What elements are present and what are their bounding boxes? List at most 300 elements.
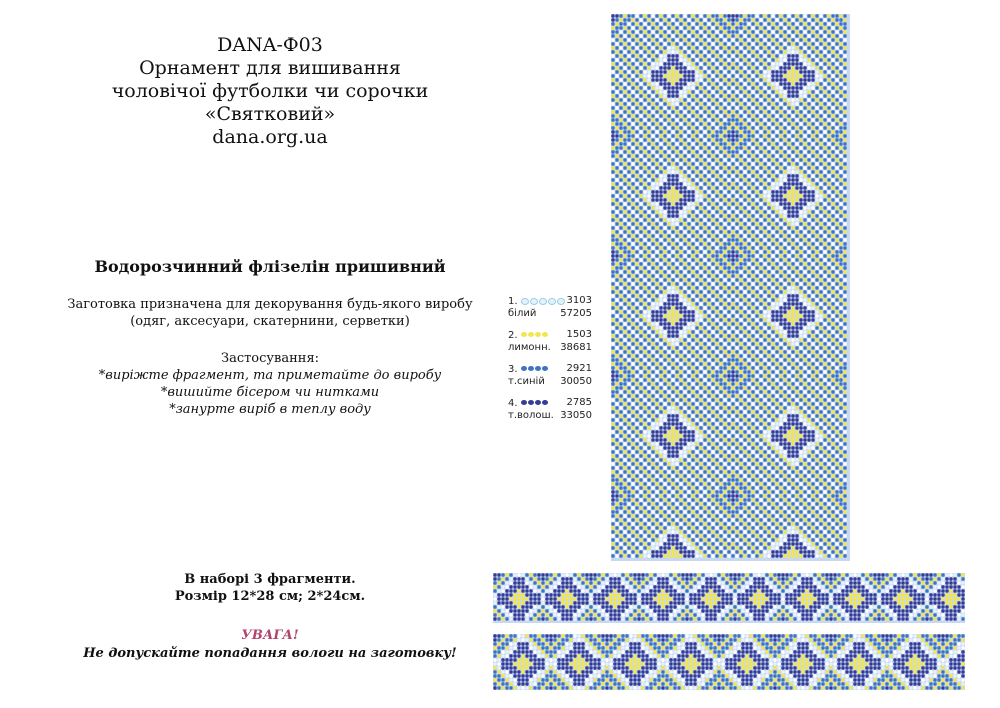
- pattern-bead: [695, 66, 698, 69]
- pattern-bead: [739, 118, 742, 121]
- pattern-bead: [835, 310, 838, 313]
- pattern-bead: [755, 122, 758, 125]
- pattern-bead: [763, 254, 766, 257]
- pattern-bead: [667, 58, 670, 61]
- pattern-bead: [699, 306, 702, 309]
- pattern-bead: [619, 266, 622, 269]
- pattern-bead: [703, 278, 706, 281]
- pattern-bead: [751, 22, 754, 25]
- pattern-bead: [655, 94, 658, 97]
- pattern-bead: [727, 54, 730, 57]
- pattern-bead: [671, 302, 674, 305]
- pattern-bead: [619, 190, 622, 193]
- pattern-bead: [715, 282, 718, 285]
- pattern-bead: [755, 342, 758, 345]
- pattern-bead: [775, 322, 778, 325]
- pattern-bead: [687, 166, 690, 169]
- pattern-bead: [703, 130, 706, 133]
- pattern-bead: [643, 94, 646, 97]
- pattern-bead: [639, 178, 642, 181]
- pattern-bead: [615, 78, 618, 81]
- pattern-bead: [731, 230, 734, 233]
- pattern-bead: [643, 302, 646, 305]
- pattern-bead: [659, 330, 662, 333]
- pattern-bead: [631, 46, 634, 49]
- pattern-bead: [827, 330, 830, 333]
- pattern-bead: [611, 326, 614, 329]
- pattern-bead: [703, 62, 706, 65]
- pattern-bead: [611, 34, 614, 37]
- pattern-bead: [619, 226, 622, 229]
- pattern-bead: [815, 290, 818, 293]
- pattern-bead: [695, 110, 698, 113]
- pattern-bead: [783, 170, 786, 173]
- pattern-bead: [751, 14, 754, 17]
- pattern-bead: [623, 126, 626, 129]
- pattern-bead: [651, 134, 654, 137]
- pattern-bead: [619, 330, 622, 333]
- pattern-bead: [615, 54, 618, 57]
- pattern-bead: [755, 262, 758, 265]
- pattern-bead: [715, 294, 718, 297]
- pattern-bead: [771, 14, 774, 17]
- pattern-bead: [651, 182, 654, 185]
- pattern-bead: [651, 246, 654, 249]
- pattern-bead: [719, 218, 722, 221]
- pattern-bead: [715, 278, 718, 281]
- pattern-bead: [763, 258, 766, 261]
- pattern-bead: [815, 314, 818, 317]
- pattern-bead: [619, 90, 622, 93]
- pattern-bead: [699, 334, 702, 337]
- pattern-bead: [703, 318, 706, 321]
- pattern-bead: [735, 210, 738, 213]
- pattern-bead: [655, 250, 658, 253]
- pattern-bead: [675, 286, 678, 289]
- pattern-bead: [763, 214, 766, 217]
- pattern-bead: [795, 338, 798, 341]
- pattern-bead: [827, 234, 830, 237]
- pattern-bead: [831, 310, 834, 313]
- pattern-bead: [707, 130, 710, 133]
- pattern-bead: [675, 178, 678, 181]
- pattern-bead: [771, 66, 774, 69]
- pattern-bead: [623, 18, 626, 21]
- pattern-bead: [639, 18, 642, 21]
- pattern-bead: [767, 338, 770, 341]
- bead-icon: [542, 400, 548, 405]
- bead-icon: [535, 332, 541, 337]
- pattern-bead: [699, 226, 702, 229]
- pattern-bead: [639, 190, 642, 193]
- pattern-bead: [735, 102, 738, 105]
- pattern-bead: [671, 274, 674, 277]
- pattern-bead: [707, 194, 710, 197]
- pattern-bead: [715, 162, 718, 165]
- pattern-bead: [799, 86, 802, 89]
- pattern-bead: [659, 62, 662, 65]
- pattern-bead: [611, 66, 614, 69]
- pattern-bead: [823, 194, 826, 197]
- pattern-bead: [795, 226, 798, 229]
- pattern-bead: [743, 226, 746, 229]
- pattern-bead: [779, 222, 782, 225]
- pattern-bead: [787, 14, 790, 17]
- pattern-bead: [731, 290, 734, 293]
- pattern-bead: [639, 162, 642, 165]
- pattern-bead: [615, 302, 618, 305]
- pattern-bead: [635, 218, 638, 221]
- pattern-bead: [791, 182, 794, 185]
- pattern-bead: [735, 230, 738, 233]
- pattern-bead: [779, 270, 782, 273]
- pattern-bead: [843, 42, 846, 45]
- pattern-bead: [643, 82, 646, 85]
- pattern-bead: [663, 46, 666, 49]
- pattern-bead: [719, 250, 722, 253]
- pattern-bead: [691, 214, 694, 217]
- pattern-bead: [791, 86, 794, 89]
- pattern-bead: [723, 138, 726, 141]
- pattern-bead: [683, 66, 686, 69]
- pattern-bead: [831, 326, 834, 329]
- pattern-bead: [639, 306, 642, 309]
- pattern-bead: [795, 266, 798, 269]
- pattern-bead: [811, 14, 814, 17]
- pattern-bead: [659, 158, 662, 161]
- pattern-bead: [811, 26, 814, 29]
- pattern-bead: [759, 226, 762, 229]
- pattern-bead: [727, 118, 730, 121]
- pattern-bead: [815, 222, 818, 225]
- pattern-bead: [651, 102, 654, 105]
- pattern-bead: [763, 234, 766, 237]
- pattern-bead: [767, 210, 770, 213]
- pattern-bead: [751, 314, 754, 317]
- pattern-bead: [827, 66, 830, 69]
- pattern-bead: [671, 186, 674, 189]
- pattern-bead: [687, 114, 690, 117]
- pattern-bead: [775, 310, 778, 313]
- pattern-bead: [619, 162, 622, 165]
- pattern-bead: [687, 270, 690, 273]
- pattern-bead: [731, 210, 734, 213]
- pattern-bead: [615, 294, 618, 297]
- pattern-bead: [799, 46, 802, 49]
- pattern-bead: [695, 262, 698, 265]
- pattern-bead: [703, 118, 706, 121]
- pattern-bead: [735, 74, 738, 77]
- pattern-bead: [667, 230, 670, 233]
- pattern-bead: [807, 194, 810, 197]
- pattern-bead: [667, 86, 670, 89]
- pattern-bead: [811, 258, 814, 261]
- pattern-bead: [795, 46, 798, 49]
- pattern-bead: [675, 322, 678, 325]
- pattern-bead: [623, 170, 626, 173]
- pattern-bead: [731, 242, 734, 245]
- pattern-bead: [767, 170, 770, 173]
- pattern-bead: [643, 234, 646, 237]
- pattern-bead: [663, 178, 666, 181]
- pattern-bead: [671, 278, 674, 281]
- pattern-bead: [691, 286, 694, 289]
- pattern-bead: [831, 194, 834, 197]
- pattern-bead: [759, 238, 762, 241]
- pattern-bead: [707, 230, 710, 233]
- pattern-bead: [683, 210, 686, 213]
- pattern-bead: [767, 262, 770, 265]
- pattern-bead: [807, 178, 810, 181]
- pattern-bead: [771, 318, 774, 321]
- pattern-bead: [627, 170, 630, 173]
- pattern-bead: [803, 110, 806, 113]
- pattern-bead: [747, 210, 750, 213]
- pattern-bead: [787, 90, 790, 93]
- pattern-bead: [615, 246, 618, 249]
- pattern-bead: [767, 290, 770, 293]
- pattern-bead: [843, 210, 846, 213]
- pattern-bead: [643, 26, 646, 29]
- bead-icon: [521, 332, 527, 337]
- pattern-bead: [647, 62, 650, 65]
- pattern-bead: [651, 30, 654, 33]
- pattern-bead: [731, 34, 734, 37]
- pattern-bead: [703, 190, 706, 193]
- pattern-bead: [663, 78, 666, 81]
- legend-item-lemon: [508, 330, 598, 364]
- pattern-bead: [627, 42, 630, 45]
- pattern-bead: [679, 242, 682, 245]
- pattern-bead: [795, 166, 798, 169]
- pattern-bead: [779, 310, 782, 313]
- pattern-bead: [803, 74, 806, 77]
- pattern-bead: [643, 230, 646, 233]
- pattern-bead: [635, 266, 638, 269]
- pattern-bead: [759, 210, 762, 213]
- pattern-bead: [659, 254, 662, 257]
- pattern-bead: [623, 346, 626, 349]
- pattern-bead: [731, 322, 734, 325]
- pattern-bead: [619, 278, 622, 281]
- pattern-bead: [807, 38, 810, 41]
- pattern-bead: [727, 22, 730, 25]
- pattern-bead: [739, 346, 742, 349]
- pattern-bead: [611, 82, 614, 85]
- pattern-bead: [643, 166, 646, 169]
- pattern-bead: [643, 298, 646, 301]
- pattern-bead: [691, 106, 694, 109]
- pattern-bead: [679, 66, 682, 69]
- pattern-bead: [763, 306, 766, 309]
- pattern-bead: [687, 338, 690, 341]
- pattern-bead: [651, 330, 654, 333]
- pattern-bead: [663, 298, 666, 301]
- pattern-bead: [651, 222, 654, 225]
- pattern-bead: [839, 42, 842, 45]
- pattern-bead: [611, 258, 614, 261]
- pattern-bead: [803, 238, 806, 241]
- pattern-bead: [719, 214, 722, 217]
- pattern-bead: [683, 286, 686, 289]
- pattern-bead: [843, 330, 846, 333]
- pattern-bead: [651, 270, 654, 273]
- pattern-bead: [699, 78, 702, 81]
- pattern-bead: [627, 286, 630, 289]
- pattern-bead: [707, 278, 710, 281]
- pattern-bead: [643, 122, 646, 125]
- pattern-bead: [691, 110, 694, 113]
- pattern-bead: [623, 234, 626, 237]
- usage-instructions: [40, 350, 500, 418]
- pattern-bead: [787, 106, 790, 109]
- pattern-bead: [735, 338, 738, 341]
- pattern-bead: [807, 18, 810, 21]
- pattern-bead: [819, 262, 822, 265]
- pattern-bead: [647, 314, 650, 317]
- pattern-bead: [635, 234, 638, 237]
- pattern-bead: [671, 202, 674, 205]
- pattern-bead: [643, 130, 646, 133]
- pattern-bead: [727, 130, 730, 133]
- pattern-bead: [667, 234, 670, 237]
- pattern-bead: [703, 194, 706, 197]
- pattern-bead: [751, 210, 754, 213]
- pattern-bead: [675, 218, 678, 221]
- pattern-bead: [663, 342, 666, 345]
- pattern-bead: [643, 338, 646, 341]
- pattern-bead: [659, 18, 662, 21]
- pattern-bead: [719, 246, 722, 249]
- pattern-bead: [755, 338, 758, 341]
- pattern-bead: [651, 62, 654, 65]
- pattern-bead: [771, 170, 774, 173]
- pattern-bead: [843, 186, 846, 189]
- pattern-bead: [655, 178, 658, 181]
- pattern-bead: [791, 126, 794, 129]
- pattern-bead: [647, 22, 650, 25]
- pattern-bead: [779, 42, 782, 45]
- pattern-bead: [699, 206, 702, 209]
- pattern-bead: [639, 50, 642, 53]
- pattern-bead: [815, 78, 818, 81]
- pattern-bead: [835, 274, 838, 277]
- pattern-bead: [695, 274, 698, 277]
- pattern-bead: [635, 70, 638, 73]
- pattern-bead: [731, 266, 734, 269]
- pattern-bead: [623, 198, 626, 201]
- pattern-bead: [751, 274, 754, 277]
- pattern-bead: [759, 250, 762, 253]
- pattern-bead: [619, 302, 622, 305]
- pattern-bead: [687, 146, 690, 149]
- pattern-bead: [643, 226, 646, 229]
- pattern-bead: [687, 294, 690, 297]
- pattern-bead: [663, 222, 666, 225]
- pattern-bead: [763, 78, 766, 81]
- pattern-bead: [731, 298, 734, 301]
- pattern-bead: [775, 290, 778, 293]
- pattern-bead: [695, 14, 698, 17]
- pattern-bead: [687, 326, 690, 329]
- pattern-bead: [819, 242, 822, 245]
- pattern-bead: [747, 122, 750, 125]
- pattern-bead: [723, 242, 726, 245]
- pattern-bead: [723, 22, 726, 25]
- pattern-bead: [775, 114, 778, 117]
- pattern-bead: [807, 114, 810, 117]
- pattern-bead: [771, 322, 774, 325]
- pattern-bead: [807, 254, 810, 257]
- pattern-bead: [779, 110, 782, 113]
- pattern-bead: [747, 242, 750, 245]
- pattern-bead: [775, 34, 778, 37]
- pattern-bead: [767, 110, 770, 113]
- pattern-bead: [731, 286, 734, 289]
- pattern-bead: [831, 122, 834, 125]
- pattern-bead: [647, 122, 650, 125]
- pattern-bead: [783, 238, 786, 241]
- pattern-bead: [715, 50, 718, 53]
- pattern-bead: [763, 90, 766, 93]
- pattern-bead: [763, 94, 766, 97]
- pattern-bead: [767, 94, 770, 97]
- pattern-bead: [807, 138, 810, 141]
- pattern-bead: [683, 118, 686, 121]
- pattern-bead: [647, 206, 650, 209]
- pattern-bead: [783, 18, 786, 21]
- pattern-bead: [755, 34, 758, 37]
- legend-number: 2.: [508, 330, 518, 341]
- pattern-bead: [631, 106, 634, 109]
- pattern-bead: [811, 214, 814, 217]
- pattern-bead: [747, 206, 750, 209]
- pattern-bead: [611, 42, 614, 45]
- pattern-bead: [823, 70, 826, 73]
- pattern-bead: [619, 210, 622, 213]
- pattern-bead: [611, 342, 614, 345]
- pattern-bead: [651, 170, 654, 173]
- pattern-bead: [683, 34, 686, 37]
- pattern-bead: [631, 82, 634, 85]
- pattern-bead: [759, 34, 762, 37]
- warning: [40, 627, 500, 663]
- pattern-bead: [755, 102, 758, 105]
- pattern-bead: [815, 310, 818, 313]
- pattern-bead: [803, 234, 806, 237]
- pattern-bead: [627, 246, 630, 249]
- pattern-bead: [635, 150, 638, 153]
- pattern-bead: [795, 290, 798, 293]
- pattern-bead: [675, 270, 678, 273]
- pattern-bead: [663, 38, 666, 41]
- pattern-bead: [647, 118, 650, 121]
- pattern-bead: [619, 42, 622, 45]
- pattern-bead: [775, 254, 778, 257]
- pattern-bead: [811, 310, 814, 313]
- pattern-bead: [719, 166, 722, 169]
- pattern-bead: [699, 338, 702, 341]
- pattern-bead: [631, 342, 634, 345]
- pattern-bead: [635, 50, 638, 53]
- pattern-bead: [643, 222, 646, 225]
- pattern-bead: [827, 30, 830, 33]
- pattern-bead: [727, 282, 730, 285]
- pattern-bead: [711, 266, 714, 269]
- pattern-bead: [731, 162, 734, 165]
- pattern-bead: [819, 210, 822, 213]
- pattern-bead: [843, 318, 846, 321]
